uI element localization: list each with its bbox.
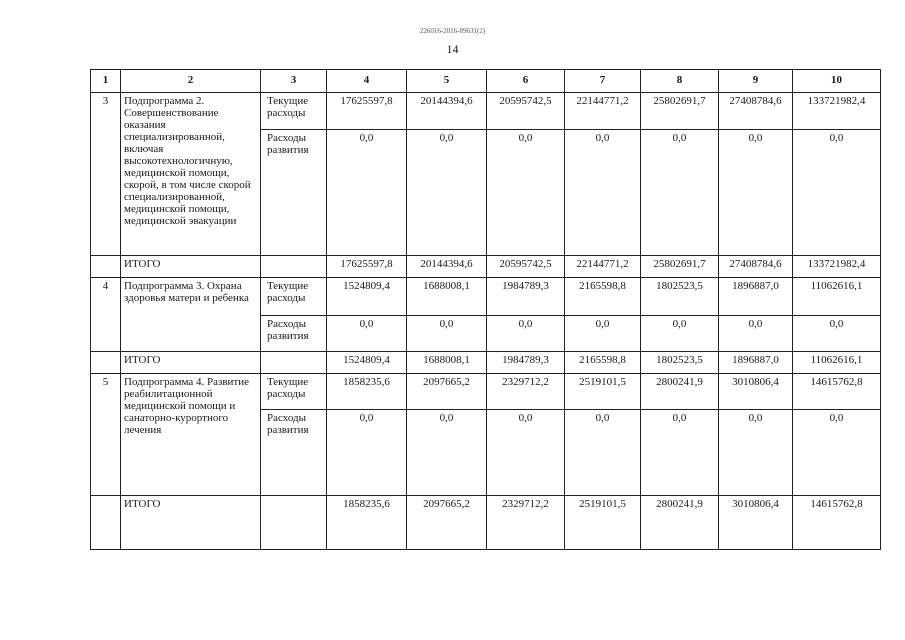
total-value: 1524809,4: [327, 352, 407, 374]
total-value: 1984789,3: [487, 352, 565, 374]
total-row: [91, 256, 881, 278]
value-cell: 20144394,6: [407, 93, 487, 130]
row-index: 4: [91, 278, 121, 352]
total-row: [91, 352, 881, 374]
value-cell: 2800241,9: [641, 374, 719, 410]
total-value: 2800241,9: [641, 496, 719, 550]
total-label: ИТОГО: [121, 352, 261, 374]
value-cell: 0,0: [407, 410, 487, 496]
subprogram-name: Подпрограмма 3. Охрана здоровья матери и ребенка: [121, 278, 261, 352]
value-cell: 2329712,2: [487, 374, 565, 410]
total-value: 2519101,5: [565, 496, 641, 550]
total-value: 1802523,5: [641, 352, 719, 374]
column-header: 2: [121, 70, 261, 93]
value-cell: 0,0: [719, 130, 793, 256]
row-index: 3: [91, 93, 121, 256]
value-cell: 0,0: [565, 410, 641, 496]
table-row: [91, 278, 881, 316]
total-value: 1858235,6: [327, 496, 407, 550]
empty-cell: [91, 352, 121, 374]
value-cell: 17625597,8: [327, 93, 407, 130]
row-index: 5: [91, 374, 121, 496]
total-value: 20144394,6: [407, 256, 487, 278]
column-header: 4: [327, 70, 407, 93]
page-number: 14: [446, 42, 459, 56]
expense-kind: Текущие расходы: [261, 374, 327, 410]
value-cell: 22144771,2: [565, 93, 641, 130]
budget-table: [90, 69, 881, 550]
total-value: 2165598,8: [565, 352, 641, 374]
column-header: 3: [261, 70, 327, 93]
value-cell: 0,0: [719, 316, 793, 352]
value-cell: 0,0: [793, 130, 881, 256]
value-cell: 0,0: [407, 130, 487, 256]
total-value: 17625597,8: [327, 256, 407, 278]
empty-cell: [261, 496, 327, 550]
value-cell: 2519101,5: [565, 374, 641, 410]
value-cell: 0,0: [407, 316, 487, 352]
total-label: ИТОГО: [121, 496, 261, 550]
value-cell: 1896887,0: [719, 278, 793, 316]
value-cell: 0,0: [719, 410, 793, 496]
value-cell: 0,0: [641, 410, 719, 496]
total-value: 133721982,4: [793, 256, 881, 278]
value-cell: 0,0: [565, 316, 641, 352]
value-cell: 0,0: [327, 316, 407, 352]
total-value: 2097665,2: [407, 496, 487, 550]
column-header: 1: [91, 70, 121, 93]
document-code: 226016-2016-89631(2): [419, 27, 486, 35]
table-row: [91, 374, 881, 410]
value-cell: 0,0: [793, 316, 881, 352]
value-cell: 20595742,5: [487, 93, 565, 130]
total-value: 1688008,1: [407, 352, 487, 374]
total-value: 22144771,2: [565, 256, 641, 278]
column-header: 9: [719, 70, 793, 93]
total-value: 14615762,8: [793, 496, 881, 550]
value-cell: 133721982,4: [793, 93, 881, 130]
empty-cell: [91, 496, 121, 550]
value-cell: 0,0: [487, 130, 565, 256]
empty-cell: [261, 352, 327, 374]
column-header: 5: [407, 70, 487, 93]
value-cell: 2165598,8: [565, 278, 641, 316]
value-cell: 3010806,4: [719, 374, 793, 410]
table-row: [91, 93, 881, 130]
column-header: 6: [487, 70, 565, 93]
expense-kind: Расходы развития: [261, 316, 327, 352]
total-value: 25802691,7: [641, 256, 719, 278]
value-cell: 1802523,5: [641, 278, 719, 316]
value-cell: 25802691,7: [641, 93, 719, 130]
value-cell: 2097665,2: [407, 374, 487, 410]
value-cell: 1858235,6: [327, 374, 407, 410]
expense-kind: Текущие расходы: [261, 278, 327, 316]
value-cell: 1524809,4: [327, 278, 407, 316]
column-header: 10: [793, 70, 881, 93]
total-value: 3010806,4: [719, 496, 793, 550]
value-cell: 0,0: [487, 316, 565, 352]
total-value: 2329712,2: [487, 496, 565, 550]
value-cell: 1688008,1: [407, 278, 487, 316]
empty-cell: [261, 256, 327, 278]
total-value: 27408784,6: [719, 256, 793, 278]
total-value: 1896887,0: [719, 352, 793, 374]
expense-kind: Расходы развития: [261, 410, 327, 496]
value-cell: 0,0: [565, 130, 641, 256]
total-value: 11062616,1: [793, 352, 881, 374]
value-cell: 0,0: [327, 130, 407, 256]
subprogram-name: Подпрограмма 4. Развитие реабилитационной медицинской помощи и санаторно-курортного лечения: [121, 374, 261, 496]
value-cell: 0,0: [641, 316, 719, 352]
subprogram-name: Подпрограмма 2. Совершенствование оказания специализированной, включая высокотехнологичную, медицинской помощи, скорой, в том числе скорой специализированной, медицинской помощи, медицинской эвакуации: [121, 93, 261, 256]
total-row: [91, 496, 881, 550]
expense-kind: Расходы развития: [261, 130, 327, 256]
value-cell: 27408784,6: [719, 93, 793, 130]
value-cell: 11062616,1: [793, 278, 881, 316]
value-cell: 14615762,8: [793, 374, 881, 410]
column-header: 8: [641, 70, 719, 93]
empty-cell: [91, 256, 121, 278]
total-value: 20595742,5: [487, 256, 565, 278]
total-label: ИТОГО: [121, 256, 261, 278]
value-cell: 0,0: [793, 410, 881, 496]
value-cell: 0,0: [641, 130, 719, 256]
value-cell: 0,0: [487, 410, 565, 496]
expense-kind: Текущие расходы: [261, 93, 327, 130]
value-cell: 0,0: [327, 410, 407, 496]
value-cell: 1984789,3: [487, 278, 565, 316]
header-row: [91, 70, 881, 93]
column-header: 7: [565, 70, 641, 93]
